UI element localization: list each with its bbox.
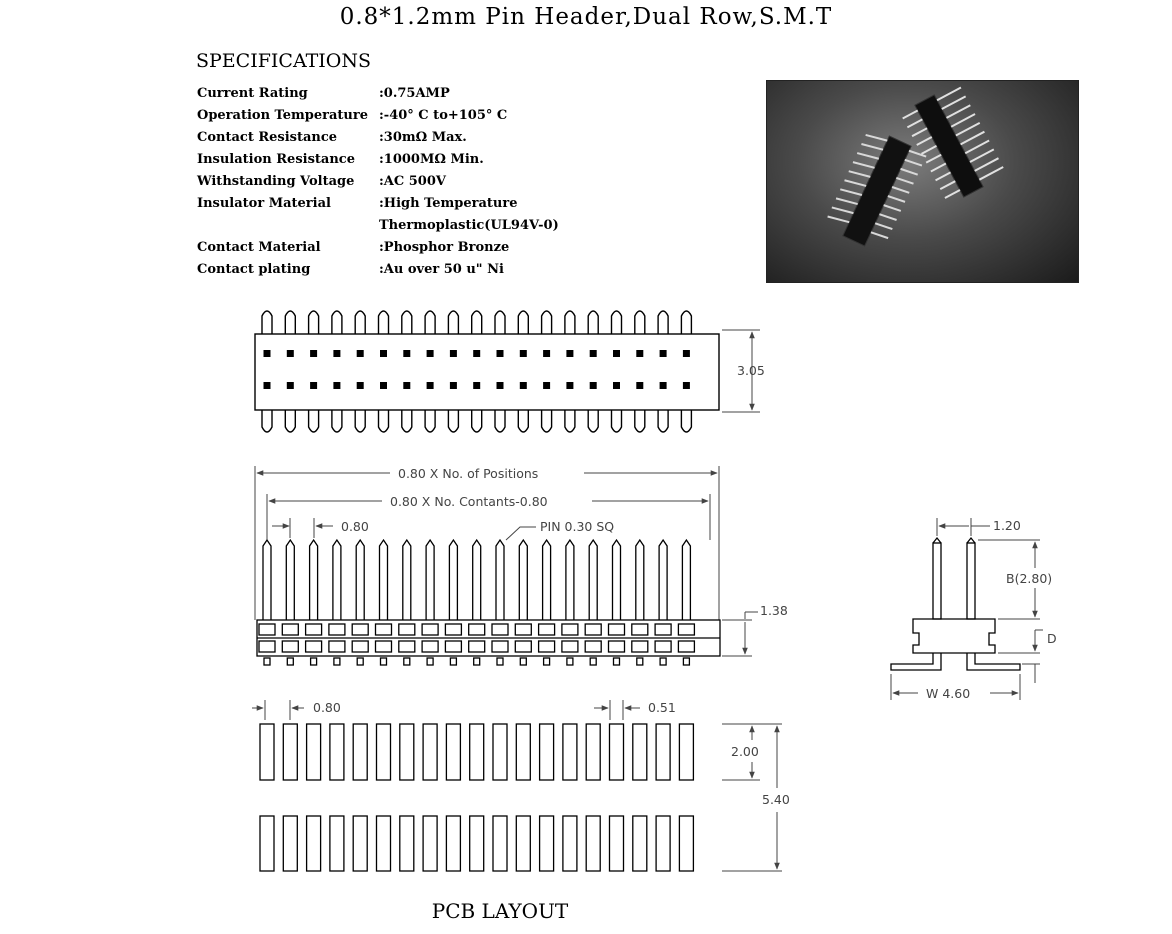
front-view-housing-cell bbox=[259, 641, 275, 652]
top-view-pin-tip-upper bbox=[402, 311, 412, 334]
top-view-pins bbox=[262, 311, 691, 432]
spec-label: Contact Material bbox=[197, 240, 321, 255]
pcb-pad bbox=[446, 724, 460, 780]
top-view-contact-square bbox=[613, 382, 620, 389]
front-view-housing-cell bbox=[515, 624, 531, 635]
top-view-pin-tip-upper bbox=[262, 311, 272, 334]
top-view-contact-square bbox=[403, 382, 410, 389]
front-view bbox=[257, 540, 720, 665]
top-view-pin-tip-upper bbox=[495, 311, 505, 334]
top-view-contact-square bbox=[660, 350, 667, 357]
top-view-contact-square bbox=[380, 350, 387, 357]
top-view-pin-tip-lower bbox=[495, 410, 505, 432]
front-view-housing-cell bbox=[678, 624, 694, 635]
front-view-housing-cell bbox=[515, 641, 531, 652]
front-view-foot bbox=[381, 658, 387, 665]
spec-label: Insulator Material bbox=[197, 196, 331, 211]
top-view-contact-square bbox=[473, 382, 480, 389]
front-view-foot bbox=[614, 658, 620, 665]
pcb-pad bbox=[423, 816, 437, 871]
top-view-contact-square bbox=[520, 382, 527, 389]
top-view-pin-tip-lower bbox=[518, 410, 528, 432]
top-view-contact-square bbox=[357, 382, 364, 389]
front-view-housing-cell bbox=[422, 624, 438, 635]
top-view-contact-squares bbox=[264, 350, 690, 389]
top-view-contact-square bbox=[310, 382, 317, 389]
spec-value: :High Temperature bbox=[379, 196, 518, 211]
front-view-housing-cell bbox=[329, 624, 345, 635]
front-view-pin bbox=[356, 540, 364, 620]
front-view-feet bbox=[264, 658, 689, 665]
pcb-pad bbox=[540, 724, 554, 780]
front-view-housing-cell bbox=[352, 641, 368, 652]
front-view-contacts-label: 0.80 X No. Contants-0.80 bbox=[390, 494, 548, 509]
pcb-pad bbox=[656, 816, 670, 871]
top-view-pin-tip-lower bbox=[285, 410, 295, 432]
top-view-pin-tip-lower bbox=[542, 410, 552, 432]
top-view-pin-tip-upper bbox=[425, 311, 435, 334]
top-view-pin-tip-upper bbox=[518, 311, 528, 334]
top-view-pin-tip-lower bbox=[309, 410, 319, 432]
front-view-pin bbox=[449, 540, 457, 620]
top-view-contact-square bbox=[660, 382, 667, 389]
top-view-contact-square bbox=[543, 350, 550, 357]
top-view-contact-square bbox=[543, 382, 550, 389]
top-view-contact-square bbox=[310, 350, 317, 357]
pin-callout-leader bbox=[506, 527, 536, 540]
top-view-pin-tip-lower bbox=[355, 410, 365, 432]
pcb-pad bbox=[307, 816, 321, 871]
front-view-housing-cell bbox=[562, 624, 578, 635]
front-view-housing-cell bbox=[282, 624, 298, 635]
pcb-pad bbox=[400, 816, 414, 871]
front-view-pin bbox=[659, 540, 667, 620]
pcb-pad bbox=[493, 816, 507, 871]
pcb-pad-width-label: 0.51 bbox=[648, 700, 676, 715]
front-view-housing-cell bbox=[306, 641, 322, 652]
top-view-contact-square bbox=[333, 382, 340, 389]
front-view-housing-cell bbox=[259, 624, 275, 635]
front-view-pin bbox=[403, 540, 411, 620]
front-view-foot bbox=[520, 658, 526, 665]
front-view-pin bbox=[473, 540, 481, 620]
top-view-pin-tip-upper bbox=[355, 311, 365, 334]
top-view-contact-square bbox=[590, 350, 597, 357]
front-view-housing-cell bbox=[376, 624, 392, 635]
front-view-pitch-label: 0.80 bbox=[341, 519, 369, 534]
front-view-housing-cell bbox=[562, 641, 578, 652]
top-view-pin-tip-upper bbox=[448, 311, 458, 334]
front-view-housing-cell bbox=[539, 624, 555, 635]
top-view-pin-tip-lower bbox=[332, 410, 342, 432]
front-view-housing-cell bbox=[329, 641, 345, 652]
top-view-pin-tip-lower bbox=[262, 410, 272, 432]
front-view-housing-cell bbox=[678, 641, 694, 652]
front-view-housing-cell bbox=[445, 624, 461, 635]
top-view-contact-square bbox=[380, 382, 387, 389]
spec-value: :0.75AMP bbox=[379, 86, 450, 101]
pcb-pad bbox=[470, 724, 484, 780]
top-view-pin-tip-upper bbox=[379, 311, 389, 334]
pcb-pad bbox=[563, 724, 577, 780]
top-view-contact-square bbox=[450, 382, 457, 389]
spec-label: Contact plating bbox=[197, 262, 311, 277]
spec-value: :1000MΩ Min. bbox=[379, 152, 484, 167]
pcb-pad bbox=[400, 724, 414, 780]
top-view-contact-square bbox=[287, 350, 294, 357]
pcb-pad bbox=[353, 816, 367, 871]
top-view-contact-square bbox=[403, 350, 410, 357]
side-view-pin-height-label: B(2.80) bbox=[1006, 571, 1053, 586]
top-view-pin-tip-lower bbox=[425, 410, 435, 432]
pcb-layout-label: PCB LAYOUT bbox=[431, 899, 569, 923]
top-view-pin-tip-lower bbox=[402, 410, 412, 432]
front-view-pins bbox=[259, 540, 694, 652]
side-view-standoff-label: D bbox=[1047, 631, 1057, 646]
pcb-pad bbox=[610, 724, 624, 780]
front-view-housing-cell bbox=[492, 624, 508, 635]
front-view-overall-label: 0.80 X No. of Positions bbox=[398, 466, 539, 481]
side-view bbox=[891, 538, 1020, 670]
top-view-pin-tip-upper bbox=[658, 311, 668, 334]
top-view-contact-square bbox=[497, 350, 504, 357]
side-view-width-label: W 4.60 bbox=[926, 686, 971, 701]
pcb-pad bbox=[633, 724, 647, 780]
front-view-housing-cell bbox=[422, 641, 438, 652]
top-view-contact-square bbox=[613, 350, 620, 357]
front-view-pin bbox=[682, 540, 690, 620]
front-view-foot bbox=[474, 658, 480, 665]
spec-value: :Phosphor Bronze bbox=[379, 240, 510, 255]
front-view-foot bbox=[287, 658, 293, 665]
pcb-layout-top-dimensions bbox=[252, 700, 640, 720]
front-view-housing-cell bbox=[609, 624, 625, 635]
top-view-contact-square bbox=[636, 382, 643, 389]
top-view-pin-tip-upper bbox=[565, 311, 575, 334]
top-view-pin-tip-upper bbox=[285, 311, 295, 334]
front-view-foot bbox=[660, 658, 666, 665]
pcb-pitch-label: 0.80 bbox=[313, 700, 341, 715]
front-view-housing-cell bbox=[585, 624, 601, 635]
front-view-housing-cell bbox=[445, 641, 461, 652]
spec-label: Contact Resistance bbox=[197, 130, 338, 145]
front-view-foot bbox=[357, 658, 363, 665]
front-view-housing-cell bbox=[655, 641, 671, 652]
front-view-foot bbox=[567, 658, 573, 665]
pcb-pad bbox=[260, 724, 274, 780]
pcb-pad bbox=[353, 724, 367, 780]
top-view-contact-square bbox=[566, 382, 573, 389]
front-view-foot bbox=[590, 658, 596, 665]
top-view-pin-tip-lower bbox=[588, 410, 598, 432]
specifications-heading: SPECIFICATIONS bbox=[196, 50, 372, 72]
top-view-height-label: 3.05 bbox=[737, 363, 765, 378]
page-title: 0.8*1.2mm Pin Header,Dual Row,S.M.T bbox=[339, 4, 833, 30]
front-view-housing-cell bbox=[469, 641, 485, 652]
top-view-pin-tip-lower bbox=[565, 410, 575, 432]
front-view-foot bbox=[404, 658, 410, 665]
front-view-housing-label: 1.38 bbox=[760, 603, 788, 618]
spec-label: Withstanding Voltage bbox=[197, 174, 355, 189]
pcb-pad bbox=[283, 816, 297, 871]
front-view-housing-cell bbox=[376, 641, 392, 652]
pcb-pad bbox=[470, 816, 484, 871]
front-view-housing-cell bbox=[632, 641, 648, 652]
top-view bbox=[255, 311, 719, 432]
front-view-pin bbox=[380, 540, 388, 620]
top-view-contact-square bbox=[590, 382, 597, 389]
front-view-housing-cell bbox=[399, 624, 415, 635]
pcb-pad bbox=[586, 816, 600, 871]
pcb-pad bbox=[377, 724, 391, 780]
front-view-foot bbox=[497, 658, 503, 665]
front-view-housing-cell bbox=[585, 641, 601, 652]
front-view-pin bbox=[519, 540, 527, 620]
top-view-contact-square bbox=[683, 382, 690, 389]
front-view-pin bbox=[543, 540, 551, 620]
pcb-row-span-label: 5.40 bbox=[762, 792, 790, 807]
front-view-foot bbox=[427, 658, 433, 665]
front-view-foot bbox=[637, 658, 643, 665]
front-view-pin bbox=[613, 540, 621, 620]
front-view-foot bbox=[450, 658, 456, 665]
spec-label: Current Rating bbox=[197, 86, 308, 101]
top-view-contact-square bbox=[566, 350, 573, 357]
spec-value: :Au over 50 u" Ni bbox=[379, 262, 504, 277]
pcb-pad bbox=[586, 724, 600, 780]
top-view-contact-square bbox=[427, 350, 434, 357]
front-view-pin bbox=[310, 540, 318, 620]
side-view-pitch-label: 1.20 bbox=[993, 518, 1021, 533]
front-view-foot bbox=[683, 658, 689, 665]
front-view-pitch-dimension bbox=[267, 518, 333, 538]
spec-value: :-40° C to+105° C bbox=[379, 108, 508, 123]
top-view-contact-square bbox=[497, 382, 504, 389]
pcb-pad bbox=[610, 816, 624, 871]
front-view-foot bbox=[311, 658, 317, 665]
pcb-pad bbox=[563, 816, 577, 871]
pcb-pad bbox=[516, 816, 530, 871]
top-view-pin-tip-lower bbox=[658, 410, 668, 432]
front-view-housing-cell bbox=[469, 624, 485, 635]
top-view-pin-tip-lower bbox=[379, 410, 389, 432]
pcb-pad bbox=[633, 816, 647, 871]
spec-value: :30mΩ Max. bbox=[379, 130, 467, 145]
pcb-pad bbox=[446, 816, 460, 871]
top-view-pin-tip-lower bbox=[635, 410, 645, 432]
pcb-pad bbox=[423, 724, 437, 780]
front-view-pin bbox=[496, 540, 504, 620]
pin-callout-label: PIN 0.30 SQ bbox=[540, 519, 615, 534]
spec-value: :AC 500V bbox=[379, 174, 446, 189]
top-view-pin-tip-upper bbox=[472, 311, 482, 334]
front-view-housing-dimension bbox=[722, 612, 758, 656]
front-view-housing-cell bbox=[306, 624, 322, 635]
top-view-housing bbox=[255, 334, 719, 410]
pcb-pad bbox=[307, 724, 321, 780]
front-view-housing-cell bbox=[352, 624, 368, 635]
pcb-pad bbox=[516, 724, 530, 780]
pcb-pad bbox=[377, 816, 391, 871]
spec-value: Thermoplastic(UL94V-0) bbox=[379, 218, 559, 233]
front-view-foot bbox=[264, 658, 270, 665]
front-view-foot bbox=[544, 658, 550, 665]
top-view-pin-tip-upper bbox=[588, 311, 598, 334]
front-view-housing-cell bbox=[492, 641, 508, 652]
pcb-pad bbox=[540, 816, 554, 871]
front-view-pin bbox=[263, 540, 271, 620]
spec-label: Operation Temperature bbox=[197, 108, 368, 123]
pcb-layout-pads bbox=[260, 724, 693, 871]
top-view-contact-square bbox=[636, 350, 643, 357]
front-view-housing-cell bbox=[399, 641, 415, 652]
top-view-pin-tip-upper bbox=[332, 311, 342, 334]
top-view-pin-tip-lower bbox=[612, 410, 622, 432]
top-view-contact-square bbox=[264, 382, 271, 389]
front-view-overall-dimension bbox=[255, 466, 719, 620]
front-view-pin bbox=[636, 540, 644, 620]
top-view-pin-tip-upper bbox=[635, 311, 645, 334]
top-view-pin-tip-lower bbox=[681, 410, 691, 432]
top-view-pin-tip-upper bbox=[542, 311, 552, 334]
top-view-contact-square bbox=[287, 382, 294, 389]
top-view-contact-square bbox=[357, 350, 364, 357]
top-view-contact-square bbox=[264, 350, 271, 357]
top-view-pin-tip-lower bbox=[448, 410, 458, 432]
top-view-pin-tip-lower bbox=[472, 410, 482, 432]
top-view-pin-tip-upper bbox=[612, 311, 622, 334]
pcb-pad bbox=[679, 724, 693, 780]
front-view-pin bbox=[333, 540, 341, 620]
top-view-contact-square bbox=[450, 350, 457, 357]
top-view-pin-tip-upper bbox=[681, 311, 691, 334]
front-view-pin bbox=[589, 540, 597, 620]
pcb-pad-length-label: 2.00 bbox=[731, 744, 759, 759]
front-view-pin bbox=[426, 540, 434, 620]
front-view-housing-cell bbox=[655, 624, 671, 635]
spec-label: Insulation Resistance bbox=[197, 152, 355, 167]
pcb-pad bbox=[260, 816, 274, 871]
front-view-housing-cell bbox=[609, 641, 625, 652]
front-view-housing-cell bbox=[539, 641, 555, 652]
top-view-contact-square bbox=[333, 350, 340, 357]
pcb-pad bbox=[330, 816, 344, 871]
front-view-housing-cell bbox=[282, 641, 298, 652]
pcb-pad bbox=[656, 724, 670, 780]
front-view-pin bbox=[566, 540, 574, 620]
front-view-foot bbox=[334, 658, 340, 665]
front-view-pin bbox=[286, 540, 294, 620]
front-view-housing-cell bbox=[632, 624, 648, 635]
top-view-contact-square bbox=[520, 350, 527, 357]
top-view-contact-square bbox=[473, 350, 480, 357]
top-view-contact-square bbox=[683, 350, 690, 357]
top-view-contact-square bbox=[427, 382, 434, 389]
pcb-pad bbox=[283, 724, 297, 780]
pcb-pad bbox=[493, 724, 507, 780]
top-view-pin-tip-upper bbox=[309, 311, 319, 334]
pcb-pad bbox=[679, 816, 693, 871]
pcb-pad bbox=[330, 724, 344, 780]
